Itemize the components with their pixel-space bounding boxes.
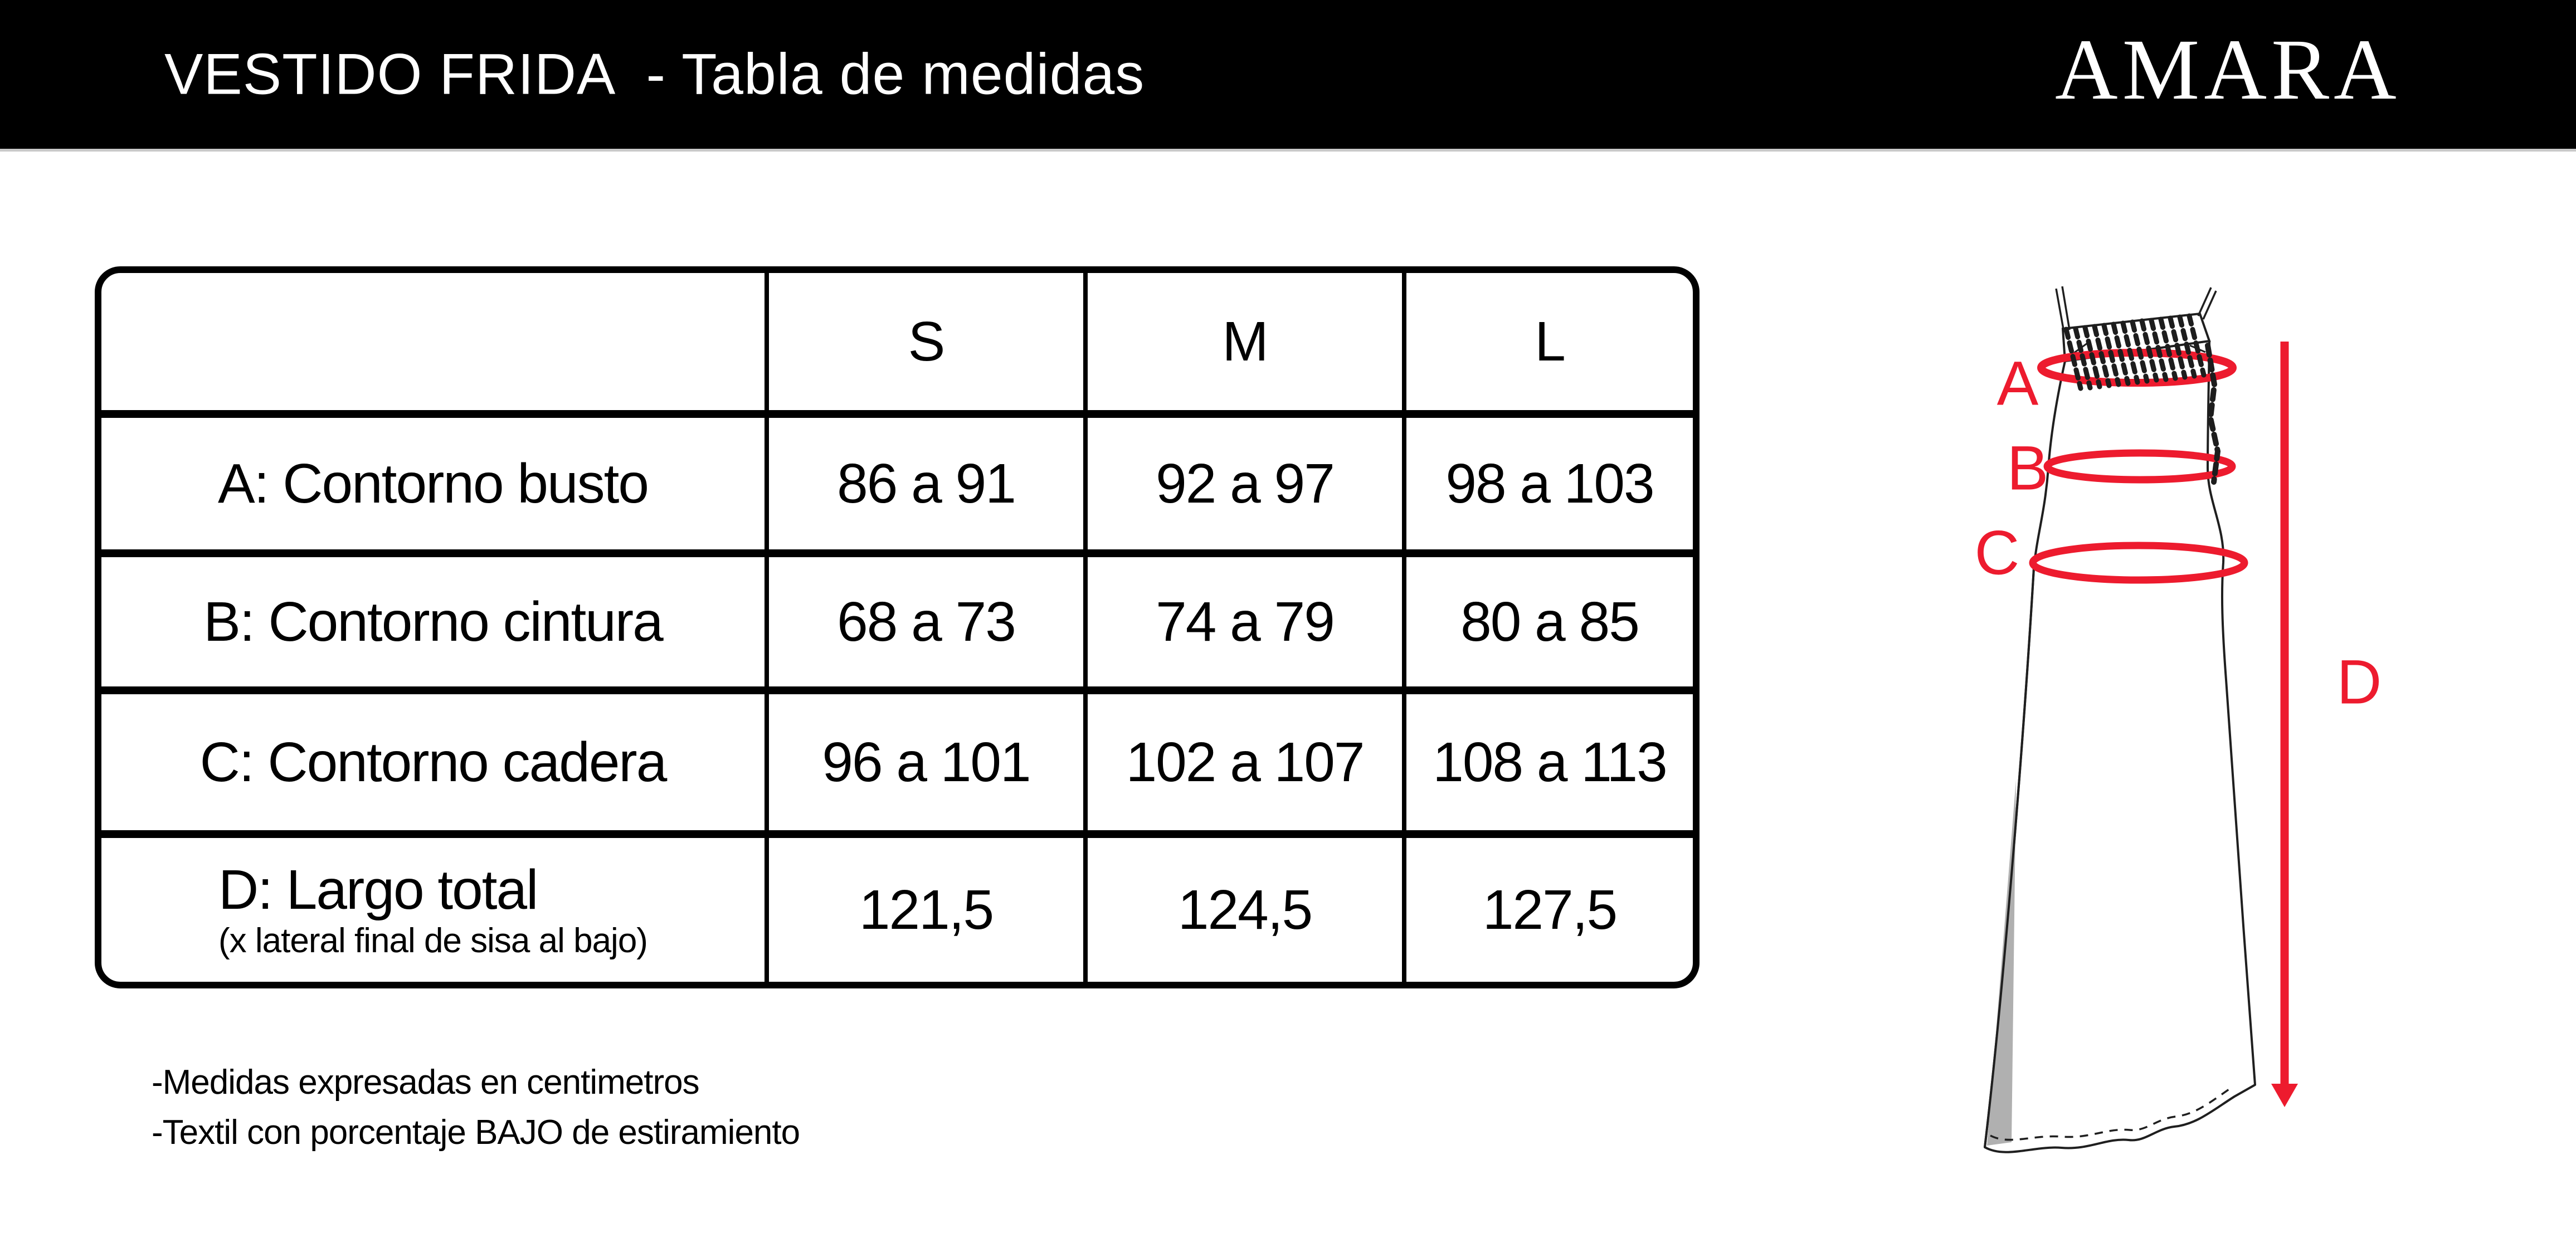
brand-logo: AMARA <box>2055 21 2401 118</box>
footnote-units: -Medidas expresadas en centimetros <box>152 1063 699 1102</box>
footnote-stretch: -Textil con porcentaje BAJO de estiramiento <box>152 1113 800 1152</box>
measurements-table <box>95 266 1700 988</box>
value-bust-s: 86 a 91 <box>764 418 1083 557</box>
column-header-s: S <box>764 273 1083 418</box>
column-header-m: M <box>1083 273 1402 418</box>
length-arrow <box>2271 342 2298 1107</box>
row-label-waist: B: Contorno cintura <box>101 557 764 694</box>
value-hip-l: 108 a 113 <box>1402 694 1693 838</box>
length-label: D <box>2336 647 2381 717</box>
value-hip-m: 102 a 107 <box>1083 694 1402 838</box>
row-label-hip: C: Contorno cadera <box>101 694 764 838</box>
table-corner-cell <box>101 273 764 418</box>
value-waist-m: 74 a 79 <box>1083 557 1402 694</box>
page-title: VESTIDO FRIDA - Tabla de medidas <box>164 42 1145 106</box>
column-header-l: L <box>1402 273 1693 418</box>
value-hip-s: 96 a 101 <box>764 694 1083 838</box>
row-label-length-subnote: (x lateral final de sisa al bajo) <box>218 922 647 961</box>
row-label-bust: A: Contorno busto <box>101 418 764 557</box>
value-bust-l: 98 a 103 <box>1402 418 1693 557</box>
value-bust-m: 92 a 97 <box>1083 418 1402 557</box>
dress-illustration-graphic <box>1922 162 2558 1254</box>
value-waist-l: 80 a 85 <box>1402 557 1693 694</box>
bust-label: A <box>1996 348 2038 418</box>
value-length-s: 121,5 <box>764 838 1083 982</box>
row-label-length-text: D: Largo total <box>218 859 538 922</box>
waist-label: B <box>2007 433 2048 503</box>
value-length-m: 124,5 <box>1083 838 1402 982</box>
dress-diagram <box>1922 162 2558 1254</box>
value-length-l: 127,5 <box>1402 838 1693 982</box>
row-label-length <box>101 838 764 982</box>
footnotes <box>152 1058 800 1158</box>
header-bar <box>0 0 2576 152</box>
value-waist-s: 68 a 73 <box>764 557 1083 694</box>
hip-label: C <box>1974 518 2019 588</box>
